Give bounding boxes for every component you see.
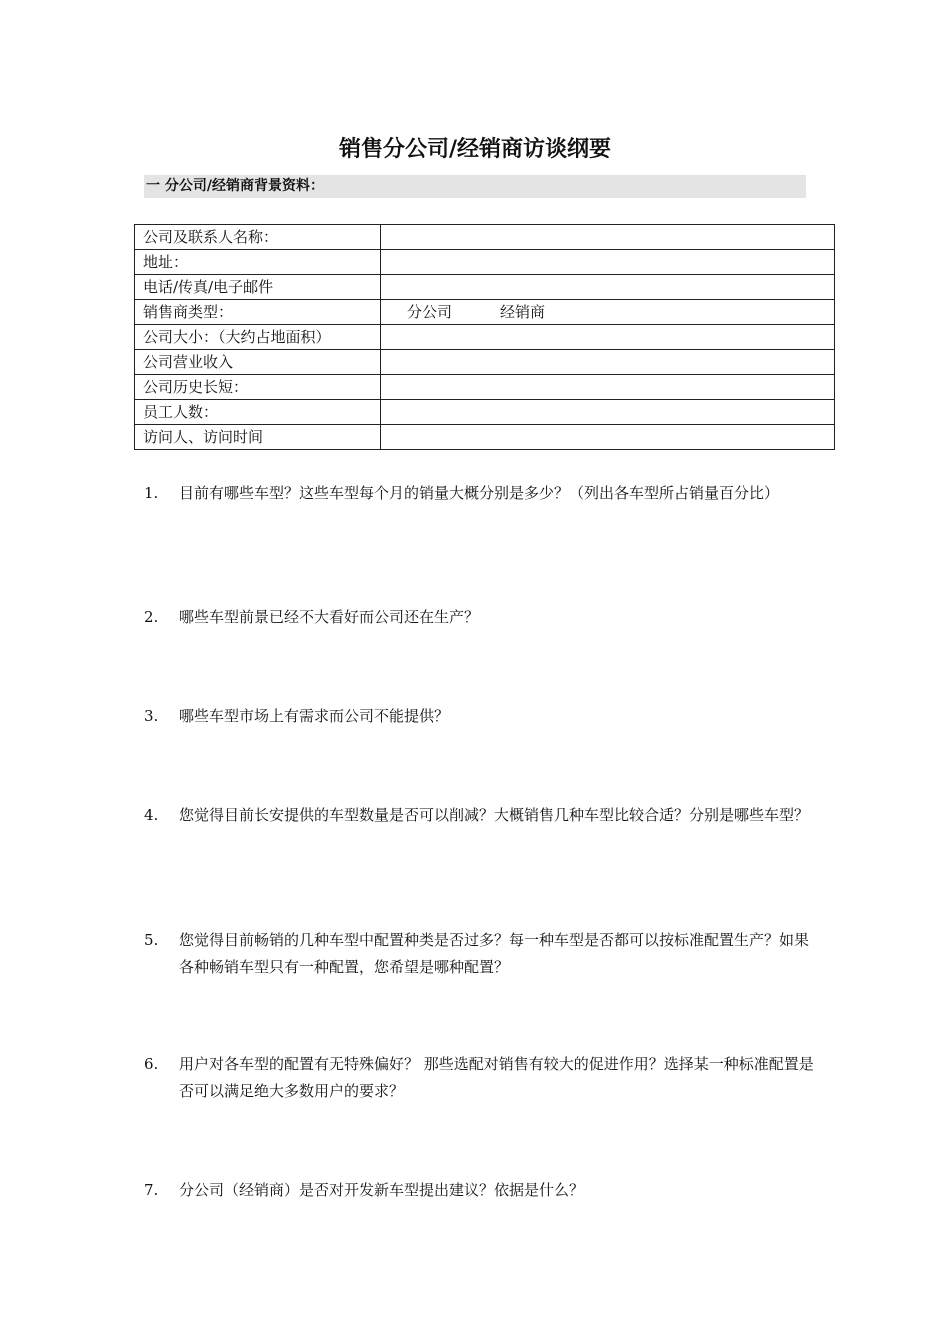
table-row [135, 300, 835, 325]
table-row [135, 400, 835, 425]
row-value [381, 225, 835, 250]
row-value [381, 350, 835, 375]
row-label: 员工人数： [135, 400, 381, 425]
question-item [144, 703, 814, 730]
question-item [144, 802, 814, 829]
table-row [135, 225, 835, 250]
question-number: 5. [144, 931, 159, 949]
question-number: 3. [144, 707, 159, 725]
question-number: 2. [144, 608, 159, 626]
row-value [381, 250, 835, 275]
row-label: 访问人、访问时间 [135, 425, 381, 450]
question-text: 用户对各车型的配置有无特殊偏好？ 那些选配对销售有较大的促进作用？选择某一种标准配置是否可以满足绝大多数用户的要求？ [179, 1055, 814, 1100]
question-item [144, 927, 814, 981]
table-row [135, 325, 835, 350]
question-text: 分公司（经销商）是否对开发新车型提出建议？依据是什么？ [179, 1181, 585, 1199]
row-label: 地址： [135, 250, 381, 275]
background-info-table [134, 224, 835, 450]
row-value [381, 325, 835, 350]
question-text: 您觉得目前畅销的几种车型中配置种类是否过多？每一种车型是否都可以按标准配置生产？如果各种畅销车型只有一种配置，您希望是哪种配置？ [179, 931, 810, 976]
question-number: 7. [144, 1181, 159, 1199]
question-number: 6. [144, 1055, 159, 1073]
question-text: 您觉得目前长安提供的车型数量是否可以削减？大概销售几种车型比较合适？分别是哪些车型？ [179, 806, 810, 824]
row-label: 公司营业收入 [135, 350, 381, 375]
question-text: 目前有哪些车型？这些车型每个月的销量大概分别是多少？（列出各车型所占销量百分比） [179, 484, 780, 502]
row-value [381, 375, 835, 400]
question-item [144, 1177, 814, 1204]
row-value [381, 400, 835, 425]
section-heading: 一 分公司/经销商背景资料： [144, 175, 806, 198]
question-item [144, 1051, 814, 1105]
table-row [135, 250, 835, 275]
table-row [135, 375, 835, 400]
type-option-branch: 分公司 [407, 303, 453, 321]
question-text: 哪些车型市场上有需求而公司不能提供？ [179, 707, 450, 725]
row-value-type-options [381, 300, 835, 325]
row-label: 公司历史长短： [135, 375, 381, 400]
question-item [144, 604, 814, 631]
table-row [135, 350, 835, 375]
question-item [144, 480, 814, 507]
question-number: 4. [144, 806, 159, 824]
table-row [135, 275, 835, 300]
row-label: 电话/传真/电子邮件 [135, 275, 381, 300]
document-title: 销售分公司/经销商访谈纲要 [338, 137, 612, 162]
row-label: 销售商类型： [135, 300, 381, 325]
row-value [381, 275, 835, 300]
question-text: 哪些车型前景已经不大看好而公司还在生产？ [179, 608, 480, 626]
type-option-dealer: 经销商 [500, 303, 546, 321]
row-value [381, 425, 835, 450]
question-number: 1. [144, 484, 159, 502]
table-row [135, 425, 835, 450]
row-label: 公司及联系人名称： [135, 225, 381, 250]
row-label: 公司大小：（大约占地面积） [135, 325, 381, 350]
